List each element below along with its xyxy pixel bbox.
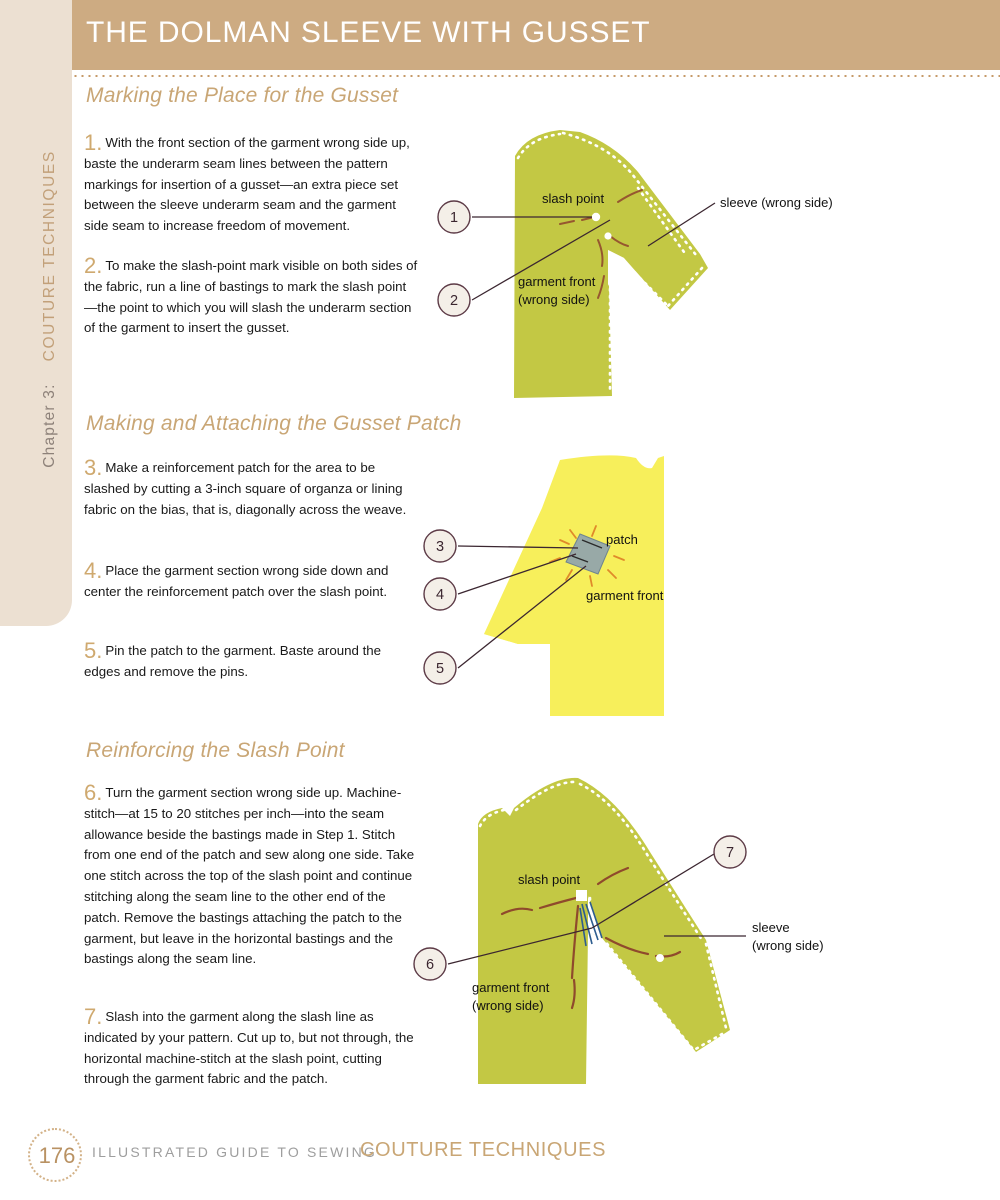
step-item-6 — [84, 780, 418, 970]
page-header-band — [68, 0, 1000, 70]
label-garment-front-wrong-side: (wrong side) — [472, 998, 544, 1013]
step-number-1: 1. — [84, 130, 103, 155]
callout-number-4: 4 — [435, 587, 445, 603]
callout-3 — [424, 530, 456, 562]
label-sleeve-wrong-side: (wrong side) — [752, 938, 824, 953]
garment-shape — [484, 455, 664, 716]
step-text-4: Place the garment section wrong side down and center the reinforcement patch over the slash point. — [84, 563, 389, 599]
section-heading-patch: Making and Attaching the Gusset Patch — [86, 412, 462, 435]
step-number-6: 6. — [84, 780, 103, 805]
label-patch: patch — [606, 532, 638, 547]
illustration-gusset-patch — [420, 448, 700, 723]
label-garment-front: garment front — [518, 274, 596, 289]
label-garment-front: garment front — [586, 588, 664, 603]
label-sleeve-wrong-side: sleeve (wrong side) — [720, 195, 833, 210]
step-text-7: Slash into the garment along the slash line as indicated by your pattern. Cut up to, but not through, the horizontal machine-stitch at the slash point, cutting through the garment fabric and the patch. — [84, 1009, 414, 1087]
step-text-1: With the front section of the garment wrong side up, baste the underarm seam lines between the pattern markings for insertion of a gusset—an extra piece set between the sleeve underarm seam and the garment side seam to increase freedom of movement. — [84, 135, 410, 234]
callout-number-5: 5 — [435, 661, 445, 677]
callout-1 — [438, 201, 470, 233]
callout-number-6: 6 — [425, 957, 435, 973]
chapter-tab-chapter-label: Chapter 3: — [41, 383, 58, 468]
header-dotted-divider — [72, 74, 1000, 78]
callout-7 — [714, 836, 746, 868]
step-item-7 — [84, 1004, 418, 1090]
callout-6 — [414, 948, 446, 980]
label-slash-point: slash point — [518, 872, 581, 887]
step-text-3: Make a reinforcement patch for the area to be slashed by cutting a 3-inch square of organza or lining fabric on the bias, that is, diagonally across the weave. — [84, 460, 407, 517]
section-heading-marking: Marking the Place for the Gusset — [86, 84, 399, 107]
step-number-2: 2. — [84, 253, 103, 278]
slash-point-marker — [592, 213, 600, 221]
callout-4 — [424, 578, 456, 610]
callout-5 — [424, 652, 456, 684]
step-text-6: Turn the garment section wrong side up. Machine-stitch—at 15 to 20 stitches per inch—into the seam allowance beside the bastings made in Step 1. Stitch from one end of the patch and sew along one side. Take one stitch across the top of the slash point and continue stitching along the seam line to the other end of the patch. Remove the bastings attaching the patch to the garment, but leave in the horizontal bastings and the bastings along the seam line. — [84, 785, 415, 967]
step-number-5: 5. — [84, 638, 103, 663]
step-item-5 — [84, 638, 418, 683]
step-item-2 — [84, 253, 418, 339]
seam-marker — [656, 954, 664, 962]
section-heading-reinforcing: Reinforcing the Slash Point — [86, 739, 345, 762]
callout-number-3: 3 — [435, 539, 445, 555]
page-title: THE DOLMAN SLEEVE WITH GUSSET — [86, 16, 651, 49]
step-text-5: Pin the patch to the garment. Baste around the edges and remove the pins. — [84, 643, 382, 679]
page-number: 176 — [38, 1143, 76, 1168]
step-text-2: To make the slash-point mark visible on both sides of the fabric, run a line of bastings to mark the slash point—the point to which you will slash the underarm section of the garment to insert the gusset. — [84, 258, 418, 336]
chapter-tab — [0, 0, 72, 626]
page-footer — [0, 1124, 1000, 1186]
step-number-7: 7. — [84, 1004, 103, 1029]
page-number-circle — [28, 1128, 82, 1182]
callout-number-1: 1 — [449, 210, 459, 226]
chapter-tab-name-label: COUTURE TECHNIQUES — [41, 150, 58, 362]
illustration-dolman-sleeve-marking — [432, 128, 852, 408]
slash-point-marker-lower — [604, 232, 611, 239]
label-slash-point: slash point — [542, 191, 605, 206]
slash-point-marker — [576, 890, 587, 901]
step-item-4 — [84, 558, 418, 603]
label-garment-front-wrong-side: (wrong side) — [518, 292, 590, 307]
callout-number-7: 7 — [725, 845, 735, 861]
garment-shape — [478, 778, 730, 1084]
step-number-3: 3. — [84, 455, 103, 480]
label-garment-front: garment front — [472, 980, 550, 995]
footer-book-title: ILLUSTRATED GUIDE TO SEWING — [92, 1144, 377, 1160]
callout-number-2: 2 — [449, 293, 459, 309]
chapter-tab-text — [41, 29, 59, 589]
step-item-3 — [84, 455, 418, 520]
label-sleeve: sleeve — [752, 920, 790, 935]
footer-series-title: COUTURE TECHNIQUES — [360, 1139, 607, 1161]
step-item-1 — [84, 130, 418, 237]
illustration-slash-point-reinforcing — [410, 768, 850, 1108]
step-number-4: 4. — [84, 558, 103, 583]
callout-2 — [438, 284, 470, 316]
